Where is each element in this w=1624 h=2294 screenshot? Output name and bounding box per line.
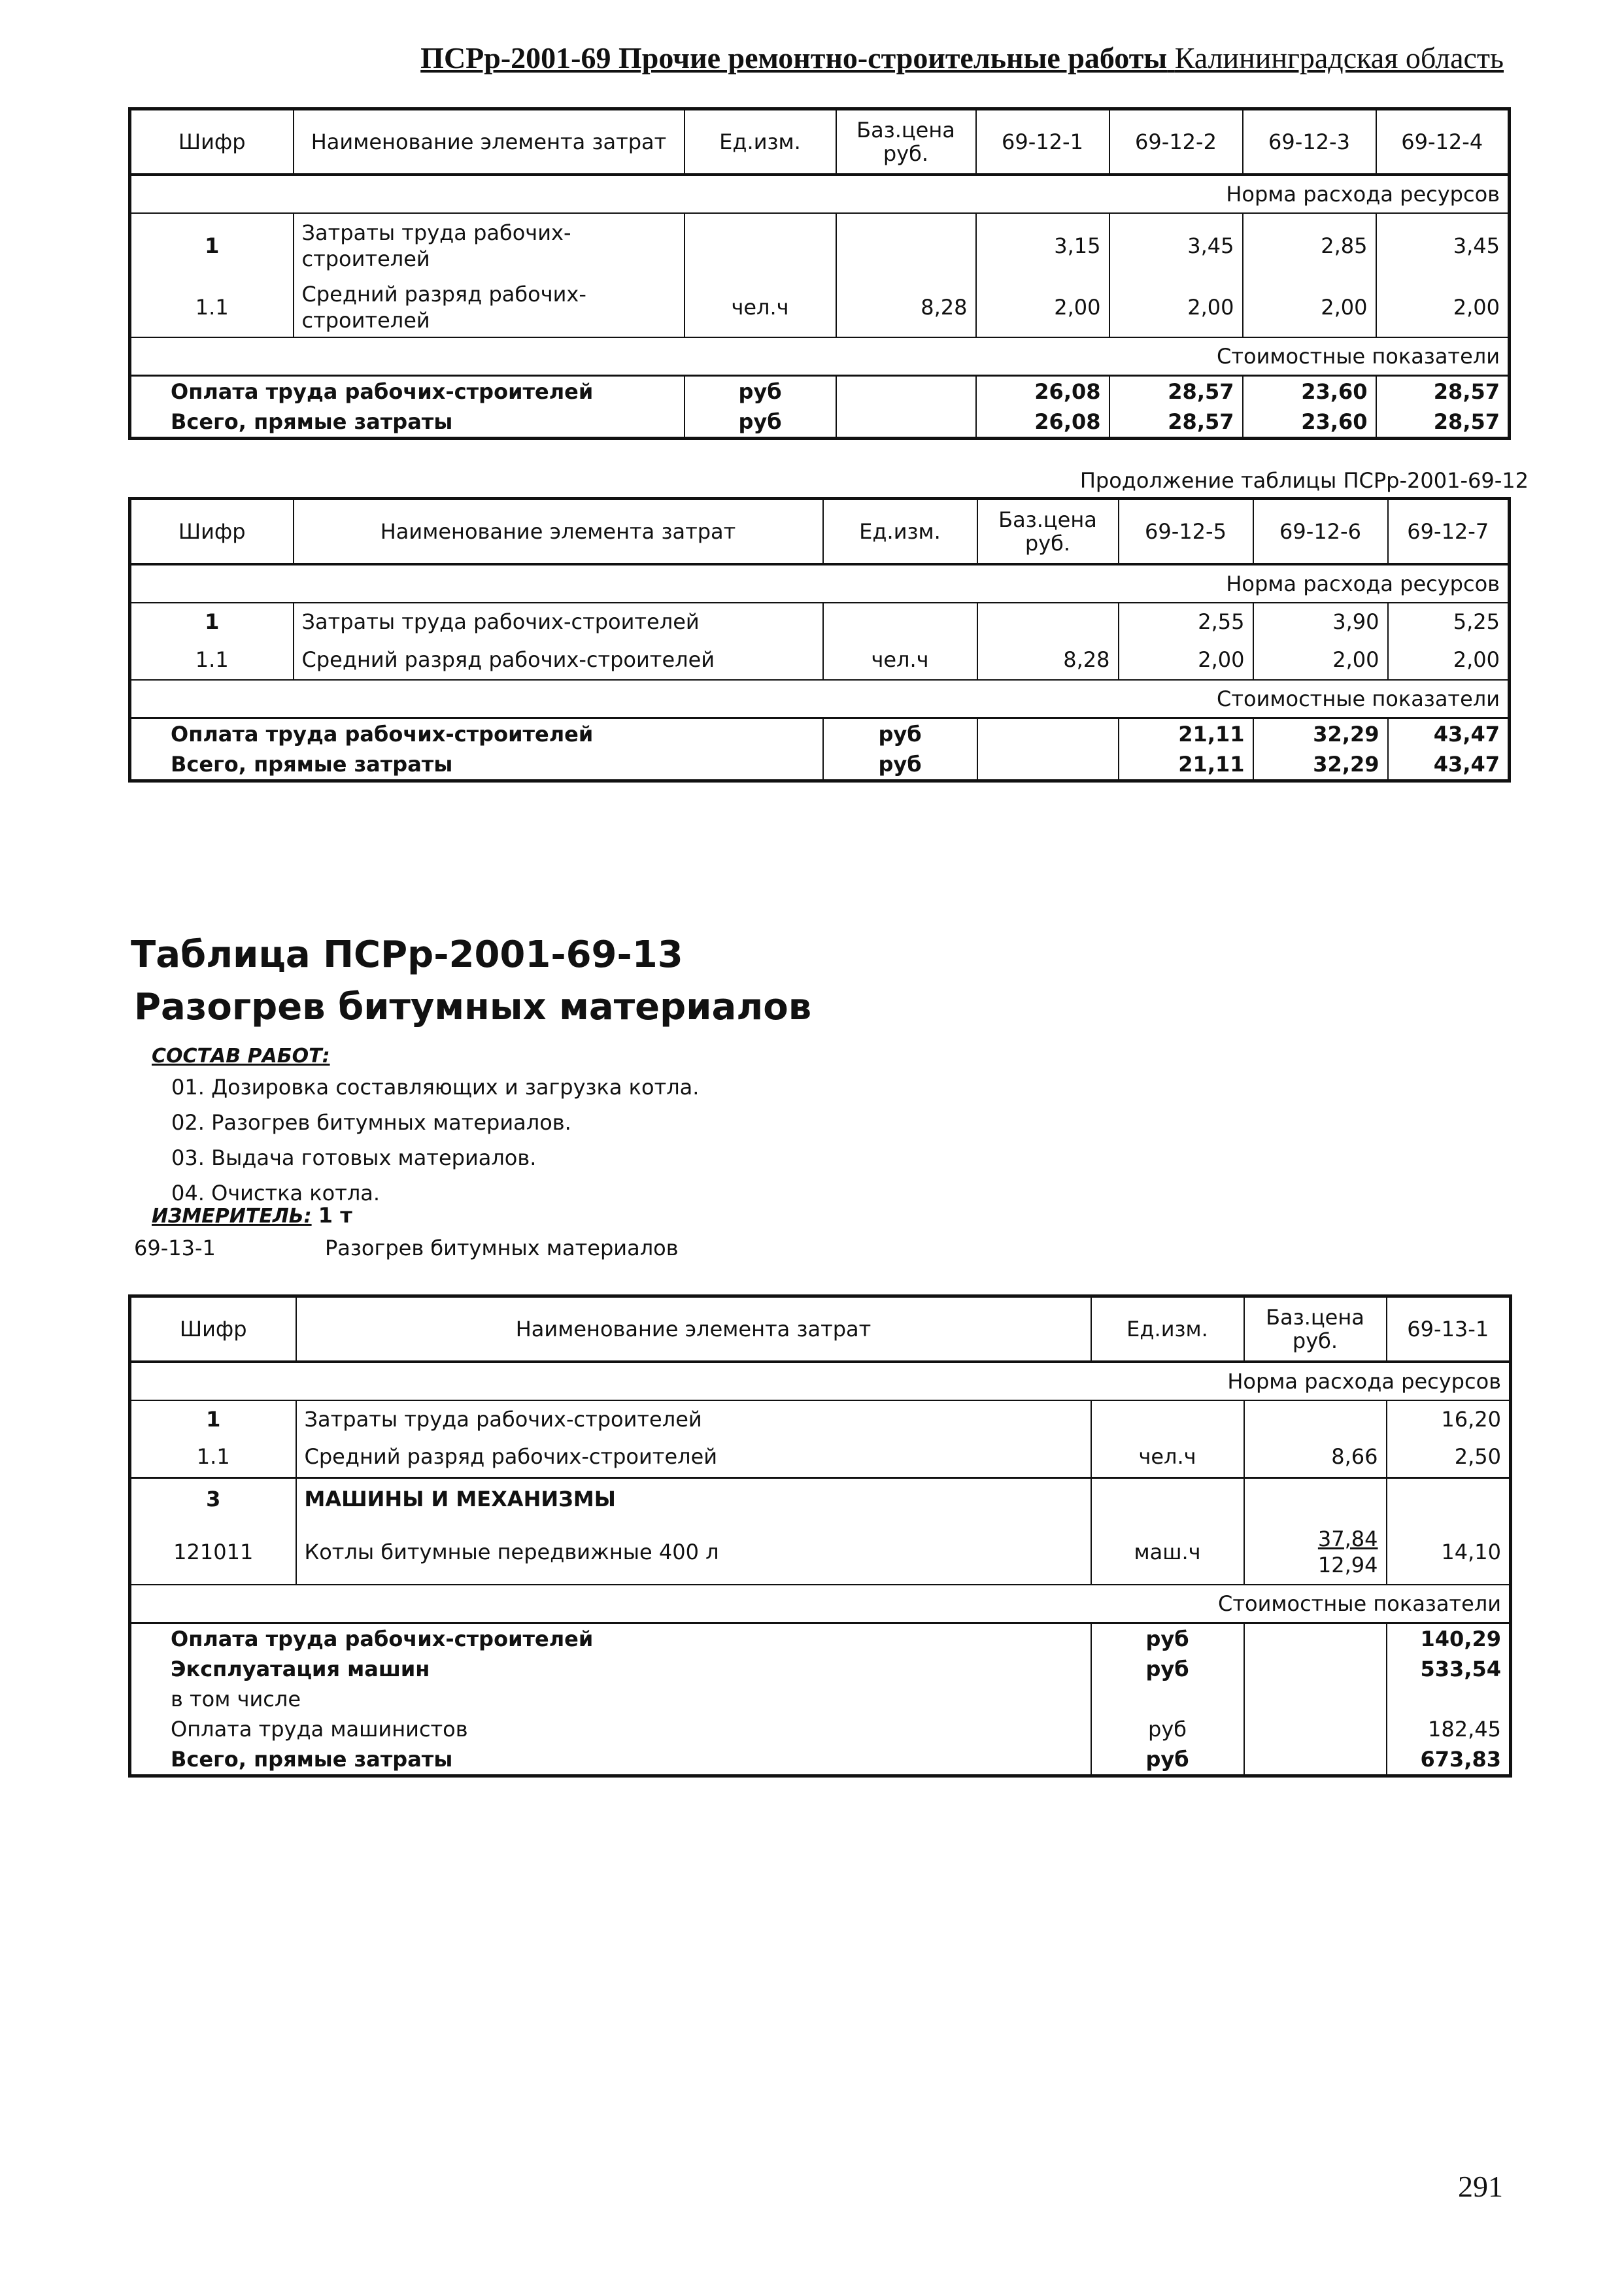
col-header: Наименование элемента затрат	[294, 109, 685, 175]
col-header: Шифр	[130, 1296, 296, 1362]
total-price-empty	[836, 376, 976, 407]
total-price-empty	[1244, 1714, 1387, 1744]
row-name: Средний разряд рабочих-строителей	[294, 639, 823, 680]
table-row	[130, 277, 1510, 337]
table-69-13	[128, 1294, 1512, 1778]
row-code: 1.1	[130, 1437, 296, 1477]
row-value: 3,15	[976, 213, 1109, 277]
total-value: 28,57	[1109, 407, 1243, 439]
row-unit	[1091, 1400, 1244, 1437]
section-title: Таблица ПСРр-2001-69-13	[131, 934, 683, 976]
col-header: 69-12-1	[976, 109, 1109, 175]
item-code: 69-13-1	[134, 1236, 216, 1260]
total-value: 533,54	[1387, 1654, 1511, 1684]
col-header: Шифр	[130, 109, 294, 175]
col-header: 69-12-3	[1243, 109, 1376, 175]
total-label: Оплата труда машинистов	[130, 1714, 1091, 1744]
section-label: Стоимостные показатели	[130, 1585, 1511, 1623]
total-row	[130, 718, 1510, 750]
row-value: 2,00	[1388, 639, 1510, 680]
col-header: Шифр	[130, 499, 294, 565]
row-value: 5,25	[1388, 603, 1510, 639]
row-code: 1.1	[130, 277, 294, 337]
row-name: Средний разряд рабочих-строителей	[296, 1437, 1091, 1477]
row-name: Затраты труда рабочих-строителей	[294, 213, 685, 277]
row-unit	[823, 603, 977, 639]
total-unit: руб	[1091, 1623, 1244, 1655]
total-unit: руб	[1091, 1714, 1244, 1744]
total-price-empty	[1244, 1623, 1387, 1655]
header-region: Калининградская область	[1174, 41, 1504, 75]
row-name: Котлы битумные передвижные 400 л	[296, 1519, 1091, 1585]
row-price	[977, 603, 1119, 639]
total-value: 23,60	[1243, 376, 1376, 407]
total-row	[130, 407, 1510, 439]
row-value: 16,20	[1387, 1400, 1511, 1437]
table-row	[130, 1437, 1511, 1477]
row-code: 1	[130, 1400, 296, 1437]
col-header: Ед.изм.	[823, 499, 977, 565]
row-unit	[1091, 1477, 1244, 1519]
total-value: 140,29	[1387, 1623, 1511, 1655]
continuation-note: Продолжение таблицы ПСРр-2001-69-12	[1079, 468, 1529, 493]
total-value: 32,29	[1253, 718, 1388, 750]
total-label: Всего, прямые затраты	[130, 407, 685, 439]
price-bottom: 12,94	[1317, 1552, 1378, 1577]
total-unit: руб	[823, 718, 977, 750]
measure-line	[152, 1203, 352, 1228]
total-value: 28,57	[1376, 376, 1510, 407]
col-header: Ед.изм.	[1091, 1296, 1244, 1362]
total-row	[130, 749, 1510, 781]
section-row	[130, 175, 1510, 213]
total-unit: руб	[823, 749, 977, 781]
row-value: 2,55	[1119, 603, 1253, 639]
table-row	[130, 1477, 1511, 1519]
row-name: Средний разряд рабочих-строителей	[294, 277, 685, 337]
total-price-empty	[1244, 1744, 1387, 1776]
table-header-row	[130, 499, 1510, 565]
total-price-empty	[1244, 1654, 1387, 1684]
col-header: Ед.изм.	[685, 109, 836, 175]
table-row	[130, 1400, 1511, 1437]
section-row	[130, 1362, 1511, 1400]
col-header: Баз.цена руб.	[977, 499, 1119, 565]
total-value: 43,47	[1388, 718, 1510, 750]
row-code: 1.1	[130, 639, 294, 680]
table-row	[130, 1519, 1511, 1585]
total-unit: руб	[685, 407, 836, 439]
section-label: Стоимостные показатели	[130, 680, 1510, 718]
table-69-12-part1	[128, 107, 1511, 440]
row-code: 3	[130, 1477, 296, 1519]
total-label: в том числе	[130, 1684, 1091, 1714]
section-label: Норма расхода ресурсов	[130, 564, 1510, 603]
running-header	[418, 41, 1504, 75]
measure-value: 1 т	[318, 1203, 352, 1228]
row-name: Затраты труда рабочих-строителей	[294, 603, 823, 639]
row-unit: маш.ч	[1091, 1519, 1244, 1585]
col-header: 69-12-5	[1119, 499, 1253, 565]
works-label: СОСТАВ РАБОТ:	[152, 1045, 330, 1068]
row-code: 1	[130, 603, 294, 639]
section-row	[130, 1585, 1511, 1623]
total-label: Эксплуатация машин	[130, 1654, 1091, 1684]
total-value: 26,08	[976, 376, 1109, 407]
total-price-empty	[977, 749, 1119, 781]
row-code: 121011	[130, 1519, 296, 1585]
total-label: Всего, прямые затраты	[130, 749, 823, 781]
table-header-row	[130, 109, 1510, 175]
col-header: 69-13-1	[1387, 1296, 1511, 1362]
col-header: 69-12-6	[1253, 499, 1388, 565]
total-label: Оплата труда рабочих-строителей	[130, 718, 823, 750]
row-unit: чел.ч	[823, 639, 977, 680]
section-label: Норма расхода ресурсов	[130, 1362, 1511, 1400]
total-value: 28,57	[1376, 407, 1510, 439]
total-row	[130, 1714, 1511, 1744]
total-unit	[1091, 1684, 1244, 1714]
total-row	[130, 1744, 1511, 1776]
total-value: 26,08	[976, 407, 1109, 439]
total-unit: руб	[1091, 1744, 1244, 1776]
total-label: Оплата труда рабочих-строителей	[130, 376, 685, 407]
row-price: 8,28	[977, 639, 1119, 680]
total-row	[130, 376, 1510, 407]
row-price	[836, 213, 976, 277]
col-header: 69-12-2	[1109, 109, 1243, 175]
row-value: 2,50	[1387, 1437, 1511, 1477]
col-header: 69-12-4	[1376, 109, 1510, 175]
col-header: 69-12-7	[1388, 499, 1510, 565]
row-price	[1244, 1477, 1387, 1519]
row-price	[1244, 1519, 1387, 1585]
table-row	[130, 639, 1510, 680]
table-header-row	[130, 1296, 1511, 1362]
total-price-empty	[1244, 1684, 1387, 1714]
total-unit: руб	[685, 376, 836, 407]
row-value	[1387, 1477, 1511, 1519]
total-value	[1387, 1684, 1511, 1714]
page-number: 291	[1458, 2170, 1503, 2203]
total-row	[130, 1623, 1511, 1655]
row-value: 14,10	[1387, 1519, 1511, 1585]
row-unit: чел.ч	[1091, 1437, 1244, 1477]
section-label: Норма расхода ресурсов	[130, 175, 1510, 213]
row-value: 2,00	[1243, 277, 1376, 337]
total-value: 28,57	[1109, 376, 1243, 407]
section-row	[130, 564, 1510, 603]
total-value: 182,45	[1387, 1714, 1511, 1744]
section-row	[130, 680, 1510, 718]
table-69-12-part2	[128, 497, 1511, 783]
total-unit: руб	[1091, 1654, 1244, 1684]
total-value: 23,60	[1243, 407, 1376, 439]
row-value: 3,90	[1253, 603, 1388, 639]
row-price	[1244, 1400, 1387, 1437]
work-item: 03. Выдача готовых материалов.	[171, 1145, 537, 1170]
row-name: Затраты труда рабочих-строителей	[296, 1400, 1091, 1437]
total-label: Оплата труда рабочих-строителей	[130, 1623, 1091, 1655]
row-value: 3,45	[1109, 213, 1243, 277]
section-subtitle: Разогрев битумных материалов	[134, 986, 812, 1028]
total-value: 21,11	[1119, 749, 1253, 781]
row-name: МАШИНЫ И МЕХАНИЗМЫ	[296, 1477, 1091, 1519]
row-value: 2,00	[1109, 277, 1243, 337]
total-value: 43,47	[1388, 749, 1510, 781]
col-header: Баз.цена руб.	[836, 109, 976, 175]
total-value: 21,11	[1119, 718, 1253, 750]
row-unit	[685, 213, 836, 277]
total-row	[130, 1654, 1511, 1684]
row-unit: чел.ч	[685, 277, 836, 337]
total-label: Всего, прямые затраты	[130, 1744, 1091, 1776]
item-name: Разогрев битумных материалов	[325, 1236, 679, 1260]
row-code: 1	[130, 213, 294, 277]
section-row	[130, 337, 1510, 376]
work-item: 04. Очистка котла.	[171, 1181, 381, 1206]
col-header: Баз.цена руб.	[1244, 1296, 1387, 1362]
row-value: 3,45	[1376, 213, 1510, 277]
row-price: 8,66	[1244, 1437, 1387, 1477]
row-value: 2,00	[976, 277, 1109, 337]
total-price-empty	[977, 718, 1119, 750]
col-header: Наименование элемента затрат	[294, 499, 823, 565]
row-price: 8,28	[836, 277, 976, 337]
row-value: 2,85	[1243, 213, 1376, 277]
total-value: 32,29	[1253, 749, 1388, 781]
row-value: 2,00	[1253, 639, 1388, 680]
total-row	[130, 1684, 1511, 1714]
total-price-empty	[836, 407, 976, 439]
table-row	[130, 213, 1510, 277]
price-top: 37,84	[1317, 1526, 1378, 1551]
total-value: 673,83	[1387, 1744, 1511, 1776]
work-item: 02. Разогрев битумных материалов.	[171, 1110, 571, 1135]
work-item: 01. Дозировка составляющих и загрузка котла.	[171, 1075, 700, 1100]
row-value: 2,00	[1119, 639, 1253, 680]
section-label: Стоимостные показатели	[130, 337, 1510, 376]
measure-label: ИЗМЕРИТЕЛЬ:	[152, 1205, 312, 1228]
col-header: Наименование элемента затрат	[296, 1296, 1091, 1362]
header-code-title: ПСРр-2001-69 Прочие ремонтно-строительные работы	[420, 41, 1168, 75]
table-row	[130, 603, 1510, 639]
row-value: 2,00	[1376, 277, 1510, 337]
